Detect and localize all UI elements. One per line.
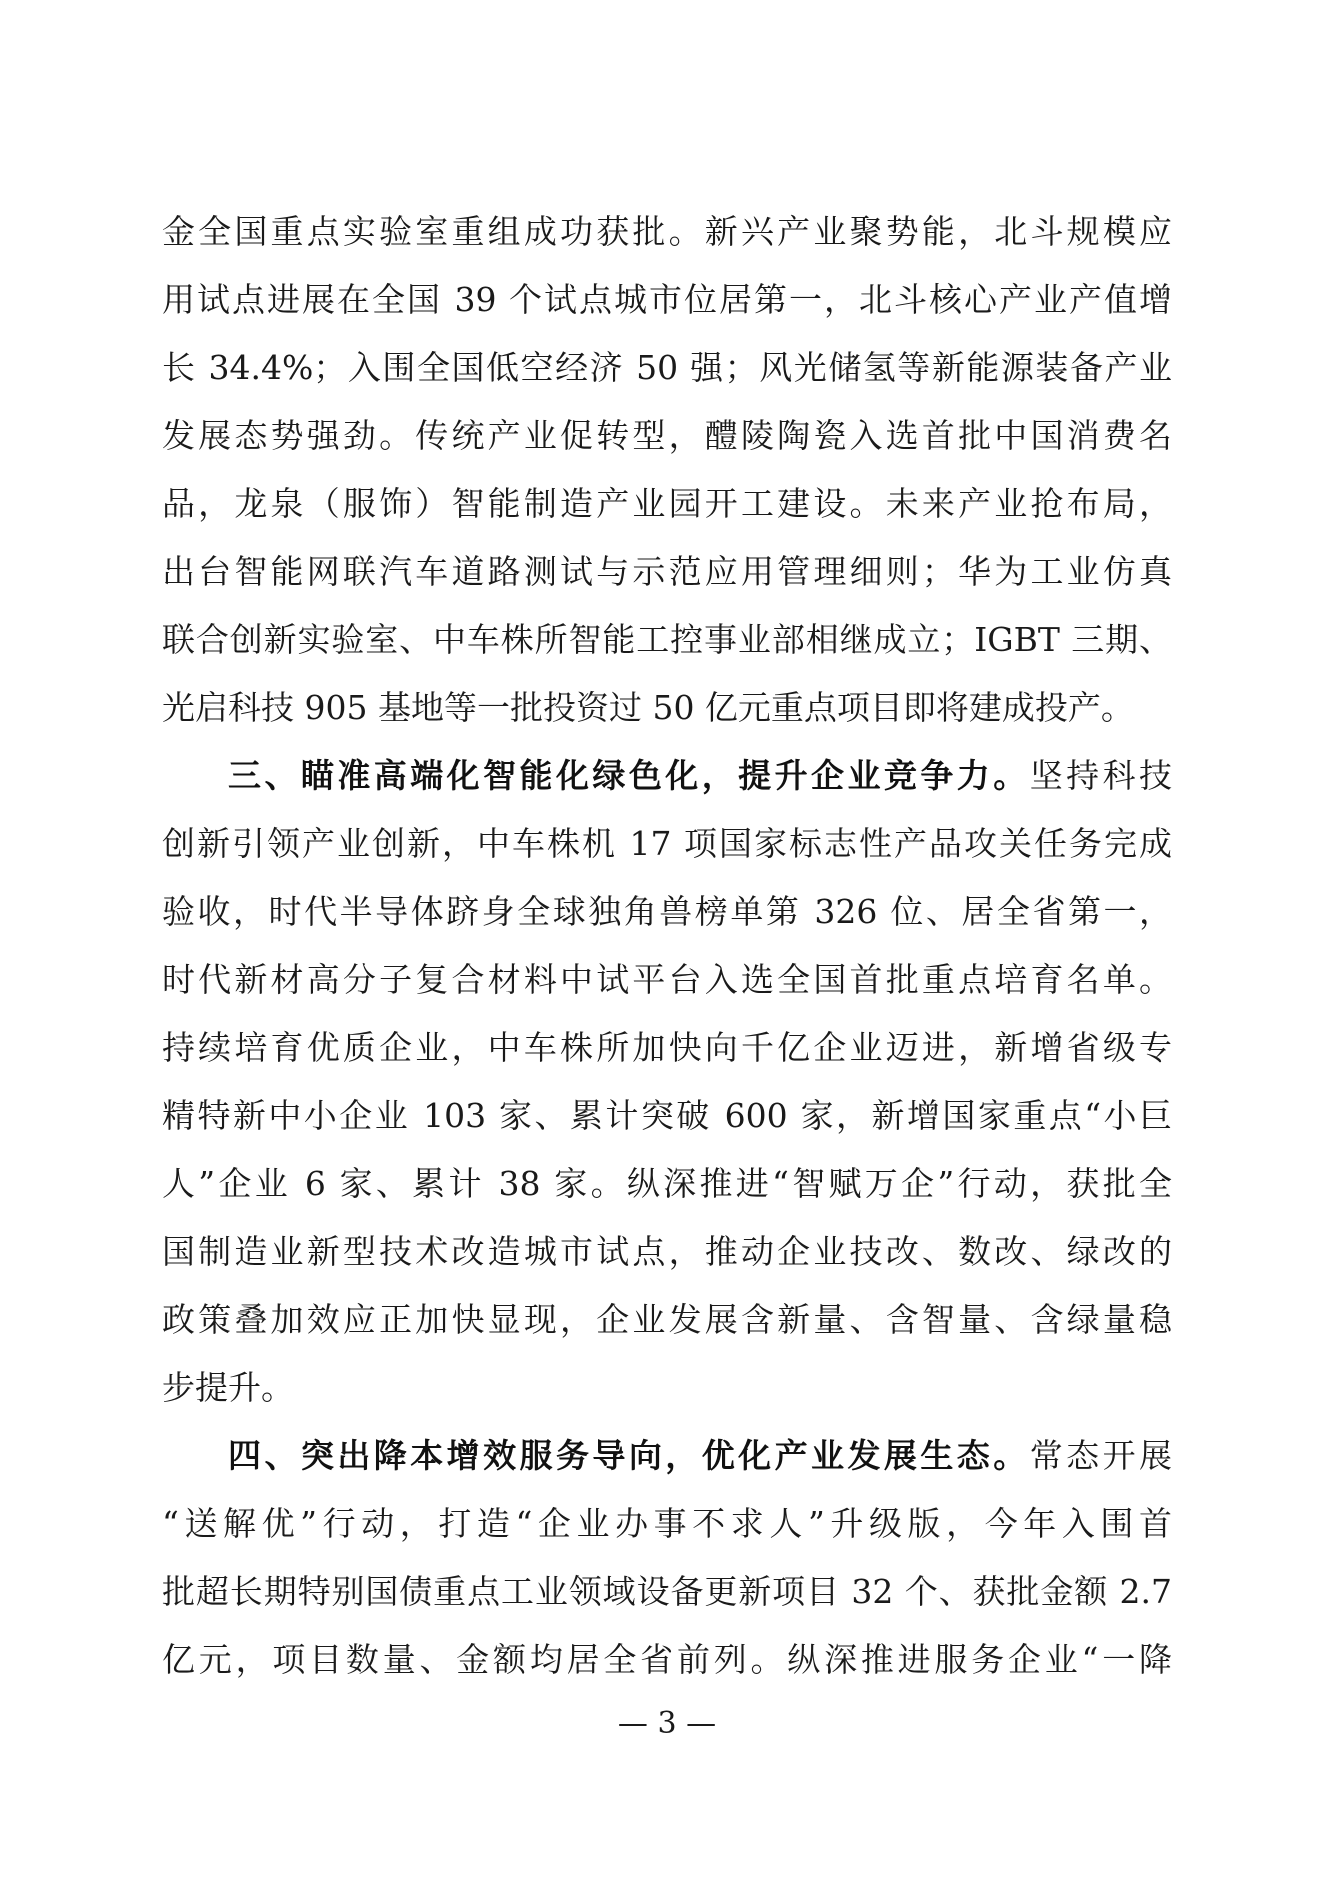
text-line: 出台智能网联汽车道路测试与示范应用管理细则；华为工业仿真 xyxy=(162,552,1172,591)
text-line: 时代新材高分子复合材料中试平台入选全国首批重点培育名单。 xyxy=(162,960,1172,999)
section4-first-line-rest: 常态开展 xyxy=(1029,1436,1173,1475)
section3-first-line xyxy=(162,742,1172,810)
text-line: 步提升。 xyxy=(162,1368,294,1407)
section3-heading: 三、瞄准高端化智能化绿色化，提升企业竞争力。 xyxy=(228,756,1030,795)
section4-heading: 四、突出降本增效服务导向，优化产业发展生态。 xyxy=(228,1436,1030,1475)
text-line: 创新引领产业创新，中车株机 17 项国家标志性产品攻关任务完成 xyxy=(162,824,1172,863)
text-line: 联合创新实验室、中车株所智能工控事业部相继成立；IGBT 三期、 xyxy=(162,620,1172,659)
text-line: 人”企业 6 家、累计 38 家。纵深推进“智赋万企”行动，获批全 xyxy=(162,1164,1172,1203)
text-line: 政策叠加效应正加快显现，企业发展含新量、含智量、含绿量稳 xyxy=(162,1300,1172,1339)
text-line: “送解优”行动，打造“企业办事不求人”升级版，今年入围首 xyxy=(162,1504,1172,1543)
text-line: 品，龙泉（服饰）智能制造产业园开工建设。未来产业抢布局， xyxy=(162,484,1172,523)
text-line: 用试点进展在全国 39 个试点城市位居第一，北斗核心产业产值增 xyxy=(162,280,1172,319)
text-line: 金全国重点实验室重组成功获批。新兴产业聚势能，北斗规模应 xyxy=(162,212,1172,251)
text-line: 精特新中小企业 103 家、累计突破 600 家，新增国家重点“小巨 xyxy=(162,1096,1172,1135)
text-line: 长 34.4%；入围全国低空经济 50 强；风光储氢等新能源装备产业 xyxy=(162,348,1172,387)
text-line: 验收，时代半导体跻身全球独角兽榜单第 326 位、居全省第一， xyxy=(162,892,1172,931)
page-number: — 3 — xyxy=(617,1706,717,1741)
text-line: 亿元，项目数量、金额均居全省前列。纵深推进服务企业“一降 xyxy=(162,1640,1172,1679)
text-line: 光启科技 905 基地等一批投资过 50 亿元重点项目即将建成投产。 xyxy=(162,688,1134,727)
document-body xyxy=(162,198,1172,1694)
text-line: 发展态势强劲。传统产业促转型，醴陵陶瓷入选首批中国消费名 xyxy=(162,416,1172,455)
section3-first-line-rest: 坚持科技 xyxy=(1029,756,1173,795)
text-line: 批超长期特别国债重点工业领域设备更新项目 32 个、获批金额 2.7 xyxy=(162,1572,1172,1611)
text-line: 持续培育优质企业，中车株所加快向千亿企业迈进，新增省级专 xyxy=(162,1028,1172,1067)
section4-first-line xyxy=(162,1422,1172,1490)
text-line: 国制造业新型技术改造城市试点，推动企业技改、数改、绿改的 xyxy=(162,1232,1172,1271)
